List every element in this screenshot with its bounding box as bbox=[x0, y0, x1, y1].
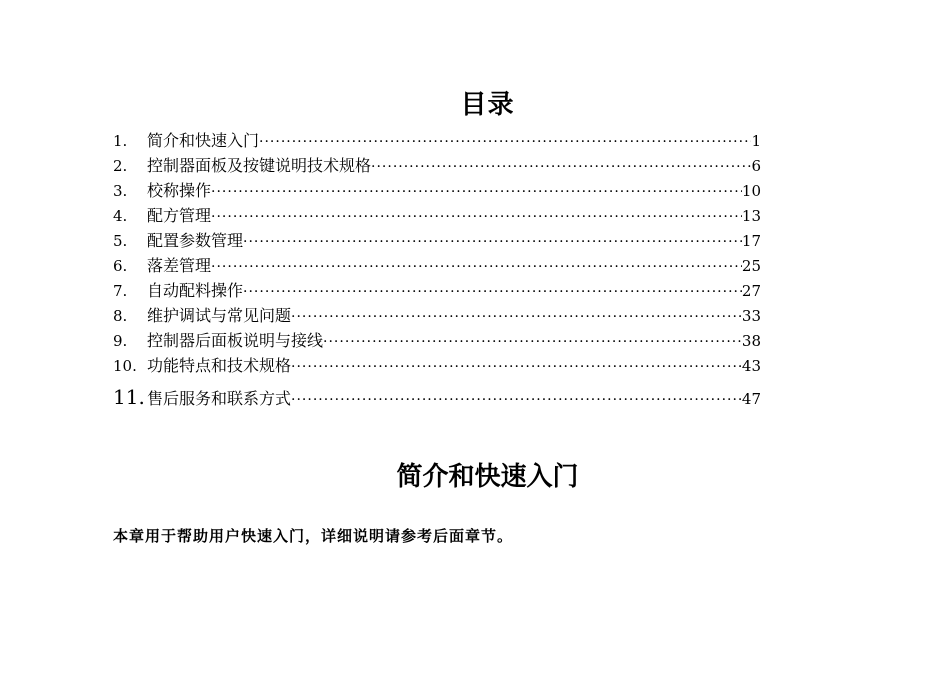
section-heading: 简介和快速入门 bbox=[396, 462, 579, 492]
toc-entry-label: 校称操作 bbox=[147, 181, 212, 200]
toc-entry-page: 10 bbox=[741, 182, 761, 200]
toc-entry[interactable] bbox=[113, 253, 761, 278]
toc-entry-number: 3. bbox=[113, 182, 128, 200]
toc-entry-page: 38 bbox=[741, 332, 761, 350]
toc-entry-label: 售后服务和联系方式 bbox=[147, 389, 292, 408]
toc-entry-number: 4. bbox=[113, 207, 128, 225]
toc-entry-page: 27 bbox=[741, 282, 761, 300]
toc-entry[interactable] bbox=[113, 379, 761, 415]
toc-entry-label: 简介和快速入门 bbox=[147, 131, 260, 150]
toc-entry[interactable] bbox=[113, 203, 761, 228]
toc-entry-number: 11. bbox=[113, 385, 145, 409]
toc-leader-dots bbox=[291, 305, 742, 328]
toc-leader-dots bbox=[259, 130, 751, 153]
toc-entry[interactable] bbox=[113, 353, 761, 378]
toc-entry[interactable] bbox=[113, 153, 761, 178]
toc-entry[interactable] bbox=[113, 178, 761, 203]
toc-leader-dots bbox=[291, 382, 742, 415]
toc-entry-page: 1 bbox=[751, 132, 761, 150]
toc-entry-label: 维护调试与常见问题 bbox=[147, 306, 292, 325]
toc-entry-number: 9. bbox=[113, 332, 128, 350]
toc-entry-page: 13 bbox=[741, 207, 761, 225]
toc-entry-number: 5. bbox=[113, 232, 128, 250]
toc-leader-dots bbox=[371, 155, 751, 178]
toc-entry[interactable] bbox=[113, 228, 761, 253]
toc-entry-label: 控制器后面板说明与接线 bbox=[147, 331, 324, 350]
toc-entry[interactable] bbox=[113, 303, 761, 328]
toc-entry-number: 6. bbox=[113, 257, 128, 275]
toc-entry[interactable] bbox=[113, 278, 761, 303]
toc-entry-number: 8. bbox=[113, 307, 128, 325]
toc-entry-label: 配置参数管理 bbox=[147, 231, 244, 250]
toc-leader-dots bbox=[211, 205, 742, 228]
toc-entry-page: 17 bbox=[741, 232, 761, 250]
toc-entry-label: 配方管理 bbox=[147, 206, 212, 225]
toc-entry-number: 2. bbox=[113, 157, 128, 175]
toc-entry-label: 落差管理 bbox=[147, 256, 212, 275]
toc-entry-page: 47 bbox=[741, 390, 761, 408]
toc-entry-number: 1. bbox=[113, 132, 128, 150]
toc-leader-dots bbox=[243, 280, 742, 303]
toc-entry-number: 10. bbox=[113, 357, 137, 375]
section-intro-text: 本章用于帮助用户快速入门，详细说明请参考后面章节。 bbox=[113, 527, 514, 545]
toc-title: 目录 bbox=[460, 90, 515, 120]
toc-entry-number: 7. bbox=[113, 282, 128, 300]
toc-entry-page: 33 bbox=[741, 307, 761, 325]
toc-leader-dots bbox=[291, 355, 742, 378]
toc-entry-page: 43 bbox=[741, 357, 761, 375]
table-of-contents bbox=[113, 128, 761, 415]
toc-leader-dots bbox=[323, 330, 742, 353]
toc-leader-dots bbox=[211, 180, 742, 203]
toc-entry[interactable] bbox=[113, 328, 761, 353]
toc-entry-label: 自动配料操作 bbox=[147, 281, 244, 300]
toc-entry-label: 控制器面板及按键说明技术规格 bbox=[147, 156, 372, 175]
toc-entry[interactable] bbox=[113, 128, 761, 153]
toc-leader-dots bbox=[211, 255, 742, 278]
toc-entry-page: 25 bbox=[741, 257, 761, 275]
toc-leader-dots bbox=[243, 230, 742, 253]
toc-entry-page: 6 bbox=[751, 157, 761, 175]
toc-entry-label: 功能特点和技术规格 bbox=[147, 356, 292, 375]
